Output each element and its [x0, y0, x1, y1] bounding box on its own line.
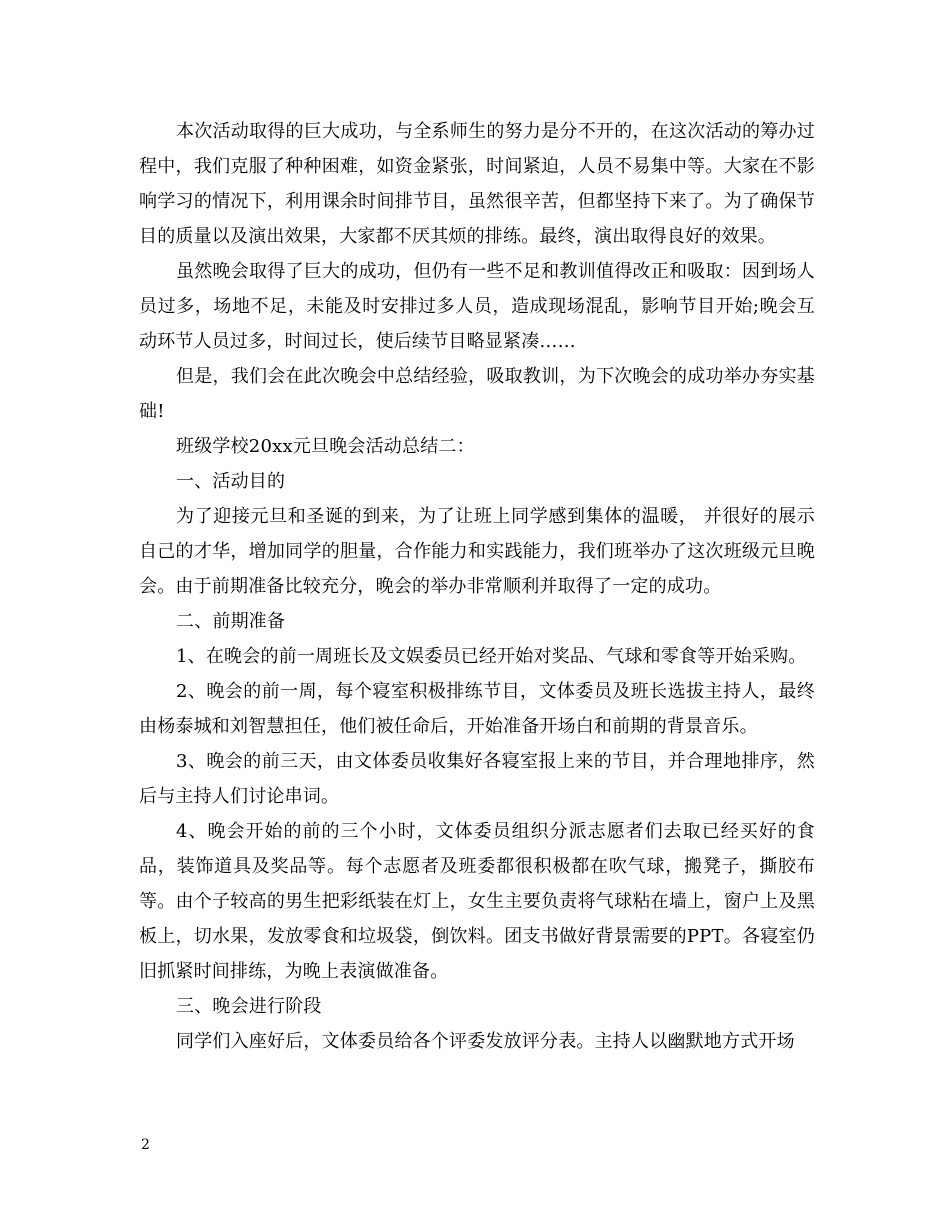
- list-item: 1、在晚会的前一周班长及文娱委员已经开始对奖品、气球和零食等开始采购。: [176, 646, 807, 667]
- page-number: 2: [141, 1137, 150, 1153]
- section-heading: 班级学校20xx元旦晚会活动总结二：: [176, 436, 475, 457]
- list-item: 3、晚会的前三天，由文体委员收集好各寝室报上来的节目，并合理地排序，然后与主持人们讨论串词。: [139, 751, 815, 807]
- section-heading: 二、前期准备: [176, 611, 286, 632]
- list-item: 2、晚会的前一周，每个寝室积极排练节目，文体委员及班长选拔主持人，最终由杨泰城和刘智慧担任，他们被任命后，开始准备开场白和前期的背景音乐。: [139, 681, 815, 737]
- document-body: [139, 114, 815, 1059]
- paragraph: 虽然晚会取得了巨大的成功，但仍有一些不足和教训值得改正和吸取：因到场人员过多，场地不足，未能及时安排过多人员，造成现场混乱，影响节目开始;晚会互动环节人员过多，时间过长，使后续节目略显紧凑……: [139, 261, 815, 352]
- paragraph: 但是，我们会在此次晚会中总结经验，吸取教训，为下次晚会的成功举办夯实基础!: [139, 366, 815, 422]
- paragraph: 本次活动取得的巨大成功，与全系师生的努力是分不开的，在这次活动的筹办过程中，我们克服了种种困难，如资金紧张，时间紧迫，人员不易集中等。大家在不影响学习的情况下，利用课余时间排节目，虽然很辛苦，但都坚持下来了。为了确保节目的质量以及演出效果，大家都不厌其烦的排练。最终，演出取得良好的效果。: [139, 121, 815, 247]
- section-heading: 一、活动目的: [176, 471, 286, 492]
- paragraph: 同学们入座好后，文体委员给各个评委发放评分表。主持人以幽默地方式开场: [176, 1031, 795, 1052]
- paragraph: 为了迎接元旦和圣诞的到来，为了让班上同学感到集体的温暖， 并很好的展示自己的才华，增加同学的胆量，合作能力和实践能力，我们班举办了这次班级元旦晚会。由于前期准备比较充分，晚会的举办非常顺利并取得了一定的成功。: [139, 506, 815, 597]
- list-item: 4、晚会开始的前的三个小时，文体委员组织分派志愿者们去取已经买好的食品，装饰道具及奖品等。每个志愿者及班委都很积极都在吹气球，搬凳子，撕胶布等。由个子较高的男生把彩纸装在灯上，女生主要负责将气球粘在墙上，窗户上及黑板上，切水果，发放零食和垃圾袋，倒饮料。团支书做好背景需要的PPT。各寝室仍旧抓紧时间排练，为晚上表演做准备。: [139, 821, 815, 982]
- section-heading: 三、晚会进行阶段: [176, 996, 322, 1017]
